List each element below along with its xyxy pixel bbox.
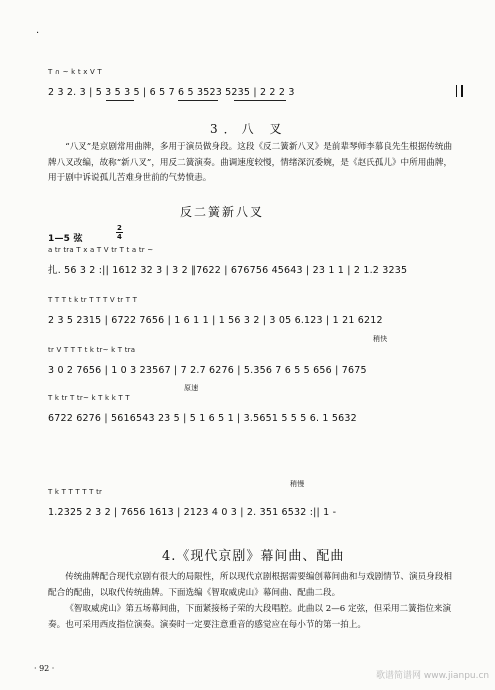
tempo-mark-shao-man: 稍慢 <box>290 480 305 488</box>
music-row-2 <box>48 296 465 330</box>
tempo-mark-yuan-su: 原速 <box>184 384 199 392</box>
row-notes: 3 0 2 7656 | 1 0 3 23567 | 7 2.7 6276 | 5.356 7 6 5 5 656 | 7675 <box>48 365 367 376</box>
row-notes: 6722 6276 | 5616543 23 5 | 5 1 6 5 1 | 3.5651 5 5 5 6. 1 5632 <box>48 413 357 424</box>
time-signature <box>116 224 123 241</box>
final-barline <box>456 85 463 97</box>
tuning-label: 1—5 弦 <box>48 234 83 244</box>
row-notes: 2 3 5 2315 | 6722 7656 | 1 6 1 1 | 1 56 3 2 | 3 05 6.123 | 1 21 6212 <box>48 315 383 326</box>
row-marks: T ∩ ~ k t x V T <box>48 68 102 76</box>
row-marks: tr V T T T t k tr~ k T tra <box>48 346 136 354</box>
music-row-1 <box>48 246 465 280</box>
row-marks: T k tr T tr~ k T k k T T <box>48 394 130 402</box>
row-marks: T k T T T T T tr <box>48 488 103 496</box>
music-row-4 <box>48 394 465 428</box>
row-marks: a tr tra T x a T V tr T t a tr ~ <box>48 246 154 254</box>
piece-title: 反二簧新八叉 <box>180 205 265 219</box>
row-notes: 2 3 2. 3 | 5 3 5 3 5 | 6 5 7 6 5 3523 5235 | 2 2 2 3 <box>48 87 295 98</box>
music-row-5 <box>48 488 465 522</box>
row-notes: 扎. 56 3 2 :|| 1612 32 3 | 3 2 ‖7622 | 676756 45643 | 23 1 1 | 2 1.2 3235 <box>48 265 408 276</box>
section-4-paragraph-1: 传统曲牌配合现代京剧有很大的局限性，所以现代京剧根据需要编创幕间曲和与戏剧情节、演员身段相配合的配曲，以取代传统曲牌。下面选编《智取威虎山》幕间曲、配曲二段。 <box>48 572 452 598</box>
music-row-0 <box>48 68 465 102</box>
section-3-title: 3．八 叉 <box>210 122 288 136</box>
music-row-3 <box>48 346 465 380</box>
section-4-title: 4.《现代京剧》幕间曲、配曲 <box>162 549 345 564</box>
row-notes: 1.2325 2 3 2 | 7656 1613 | 2123 4 0 3 | 2. 351 6532 :|| 1 - <box>48 507 337 518</box>
time-sig-bottom: 4 <box>116 233 123 241</box>
time-sig-top: 2 <box>116 224 123 232</box>
underline <box>234 100 286 101</box>
section-4-paragraph-2: 《智取威虎山》第五场幕间曲，下面紧接杨子荣的大段唱腔。此曲以 2—6 定弦，但采用二簧指位来演奏。也可采用西皮指位演奏。演奏时一定要注意重音的感觉应在每小节的第一拍上。 <box>48 604 452 630</box>
row-marks: T T T t k tr T T T V tr T T <box>48 296 138 304</box>
underline <box>106 100 134 101</box>
tempo-mark-shao-kuai: 稍快 <box>373 335 388 343</box>
page-number: · 92 · <box>34 664 55 673</box>
underline <box>178 100 218 101</box>
top-dot: · <box>36 28 40 39</box>
section-3-paragraph: “八叉”是京剧常用曲牌，多用于演员做身段。这段《反二簧新八叉》是前辈琴师李慕良先生根据传统曲牌八叉改编，故称“新八叉”，用反二簧演奏。曲调速度较慢，情绪深沉委婉，是《赵氏孤儿》中所用曲牌，用于剧中诉说孤儿苦难身世前的气势愤恚。 <box>48 142 453 183</box>
site-watermark: 歌谱简谱网 www.jianpu.cn <box>376 671 490 681</box>
